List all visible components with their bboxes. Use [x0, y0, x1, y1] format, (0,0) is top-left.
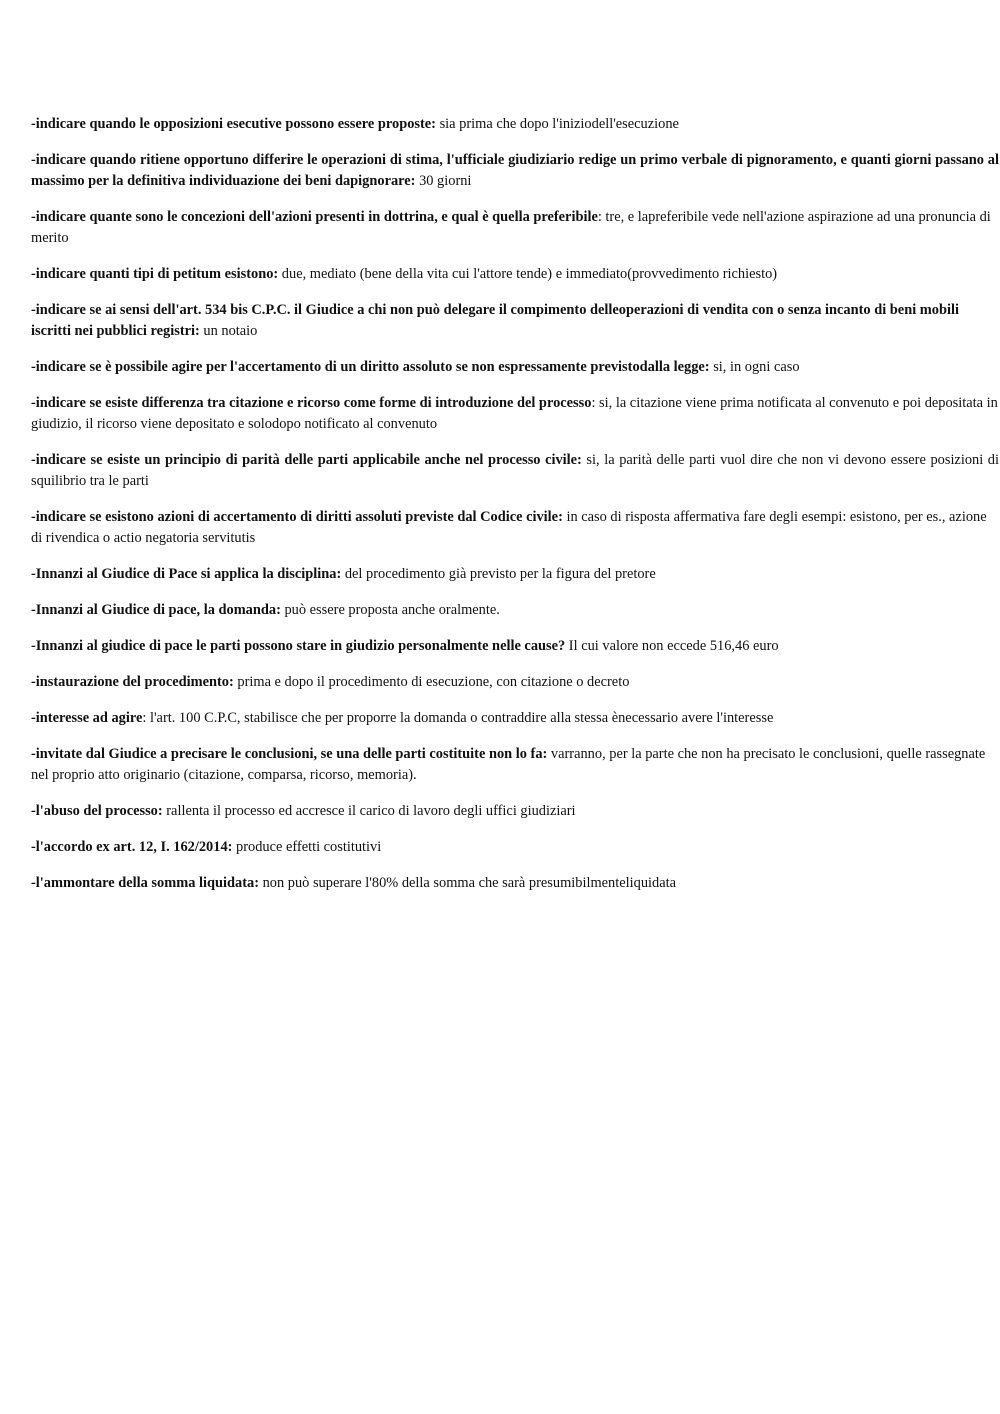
question: -l'ammontare della somma liquidata:	[31, 875, 259, 891]
answer: prima e dopo il procedimento di esecuzione, con citazione o decreto	[233, 674, 630, 690]
answer: : l'art. 100 C.P.C, stabilisce che per proporre la domanda o contraddire alla stessa ènecessario avere l'interesse	[142, 710, 774, 726]
qa-entry	[31, 264, 999, 285]
qa-entry	[31, 873, 999, 894]
qa-entry	[31, 636, 999, 657]
question: -indicare quanti tipi di petitum esistono:	[31, 266, 279, 282]
qa-entry	[31, 564, 999, 585]
answer: sia prima che dopo l'iniziodell'esecuzione	[435, 116, 679, 132]
answer: non può superare l'80% della somma che sarà presumibilmenteliquidata	[258, 875, 676, 891]
question: -indicare quando le opposizioni esecutive possono essere proposte:	[31, 116, 436, 132]
answer: 30 giorni	[415, 173, 472, 189]
question: -l'abuso del processo:	[31, 803, 163, 819]
question: -indicare se esistono azioni di accertamento di diritti assoluti previste dal Codice civile:	[31, 509, 563, 525]
answer: varranno, per la parte che non ha precisato le conclusioni, quelle rassegnate nel proprio atto originario (citazione, comparsa, ricorso, memoria).	[31, 746, 986, 783]
answer: : tre, e lapreferibile vede nell'azione aspirazione ad una pronuncia di merito	[31, 209, 991, 246]
answer: si, la parità delle parti vuol dire che non vi devono essere posizioni di squilibrio tra le parti	[31, 452, 999, 489]
question: -Innanzi al Giudice di pace, la domanda:	[31, 602, 281, 618]
question: -Innanzi al Giudice di Pace si applica la disciplina:	[31, 566, 342, 582]
question: -instaurazione del procedimento:	[31, 674, 234, 690]
qa-entry	[31, 837, 999, 858]
qa-entry	[31, 114, 999, 135]
qa-entry	[31, 150, 999, 192]
qa-entry	[31, 600, 999, 621]
answer: in caso di risposta affermativa fare degli esempi: esistono, per es., azione di rivendica o actio negatoria servitutis	[31, 509, 987, 546]
question: -invitate dal Giudice a precisare le conclusioni, se una delle parti costituite non lo fa:	[31, 746, 548, 762]
qa-entry	[31, 207, 999, 249]
answer: del procedimento già previsto per la figura del pretore	[341, 566, 656, 582]
question: -Innanzi al giudice di pace le parti possono stare in giudizio personalmente nelle cause?	[31, 638, 566, 654]
answer: Il cui valore non eccede 516,46 euro	[565, 638, 779, 654]
qa-entry	[31, 801, 999, 822]
document-body	[31, 114, 999, 909]
question: -indicare se esiste un principio di parità delle parti applicabile anche nel processo civile:	[31, 452, 582, 468]
question: -indicare quando ritiene opportuno differire le operazioni di stima, l'ufficiale giudiziario redige un primo verbale di pignoramento, e quanti giorni passano al massimo per la definitiva individuazione dei beni dapignorare:	[31, 152, 999, 189]
question: -indicare quante sono le concezioni dell'azioni presenti in dottrina, e qual è quella preferibile	[31, 209, 598, 225]
question: -l'accordo ex art. 12, I. 162/2014:	[31, 839, 233, 855]
qa-entry	[31, 450, 999, 492]
question: -interesse ad agire	[31, 710, 143, 726]
answer: rallenta il processo ed accresce il carico di lavoro degli uffici giudiziari	[162, 803, 576, 819]
answer: produce effetti costitutivi	[232, 839, 382, 855]
qa-entry	[31, 300, 999, 342]
answer: si, in ogni caso	[709, 359, 800, 375]
answer: un notaio	[199, 323, 258, 339]
question: -indicare se ai sensi dell'art. 534 bis C.P.C. il Giudice a chi non può delegare il compimento delleoperazioni di vendita con o senza incanto di beni mobili iscritti nei pubblici registri:	[31, 302, 959, 339]
answer: due, mediato (bene della vita cui l'attore tende) e immediato(provvedimento richiesto)	[278, 266, 778, 282]
qa-entry	[31, 672, 999, 693]
question: -indicare se è possibile agire per l'accertamento di un diritto assoluto se non espressamente previstodalla legge:	[31, 359, 710, 375]
qa-entry	[31, 393, 999, 435]
qa-entry	[31, 507, 999, 549]
question: -indicare se esiste differenza tra citazione e ricorso come forme di introduzione del processo	[31, 395, 592, 411]
qa-entry	[31, 744, 999, 786]
answer: : si, la citazione viene prima notificata al convenuto e poi depositata in giudizio, il ricorso viene depositato e solodopo notificato al convenuto	[31, 395, 998, 432]
qa-entry	[31, 357, 999, 378]
answer: può essere proposta anche oralmente.	[280, 602, 500, 618]
qa-entry	[31, 708, 999, 729]
